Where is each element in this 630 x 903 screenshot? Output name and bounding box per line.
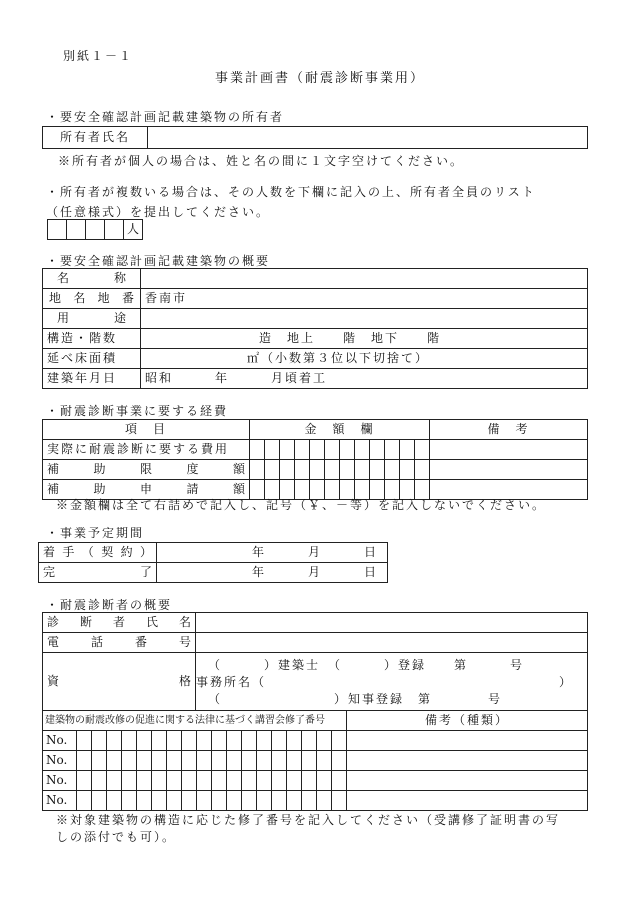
diagnostician-phone-field[interactable]: [196, 633, 588, 653]
building-structure-field[interactable]: 造 地上 階 地下 階: [141, 329, 588, 349]
amount-digit-cell[interactable]: [280, 460, 295, 480]
amount-digit-cell[interactable]: [385, 460, 400, 480]
cost-col-amount: 金 額 欄: [250, 420, 430, 440]
schedule-label-end: 完 了: [39, 563, 157, 583]
building-label-name: 名 称: [43, 269, 141, 289]
course-note-line2: しの添付でも可）。: [56, 830, 177, 844]
schedule-heading: ・事業予定期間: [46, 526, 145, 540]
amount-digit-cell[interactable]: [355, 440, 370, 460]
amount-digit-cell[interactable]: [385, 440, 400, 460]
building-label-structure: 構造・階数: [43, 329, 141, 349]
owner-count-table: [47, 219, 143, 240]
diagnostician-heading: ・耐震診断者の概要: [46, 598, 173, 612]
amount-digit-cell[interactable]: [325, 440, 340, 460]
amount-digit-cell[interactable]: [250, 440, 265, 460]
office-name-open: 事務所名（: [196, 674, 267, 689]
owner-name-label: 所有者氏名: [43, 127, 148, 149]
amount-digit-cell[interactable]: [310, 460, 325, 480]
cost-remarks-field[interactable]: [430, 440, 588, 460]
cost-note: ※金額欄は全て右詰めで記入し、記号（￥、－等）を記入しないでください。: [56, 498, 547, 512]
amount-digit-cell[interactable]: [265, 440, 280, 460]
owner-name-field[interactable]: [148, 127, 588, 149]
course-remarks-header: 備考（種類）: [347, 711, 588, 731]
amount-digit-cell[interactable]: [355, 460, 370, 480]
owner-heading: ・要安全確認計画記載建築物の所有者: [46, 110, 285, 124]
diagnostician-label-name: 診断者氏名: [43, 613, 196, 633]
amount-digit-cell[interactable]: [265, 460, 280, 480]
course-no-label: No.: [43, 771, 77, 791]
amount-digit-cell[interactable]: [400, 460, 415, 480]
page-title: 事業計画書（耐震診断事業用）: [215, 71, 426, 86]
building-label-built-date: 建築年月日: [43, 369, 141, 389]
amount-digit-cell[interactable]: [415, 460, 430, 480]
amount-digit-cell[interactable]: [295, 440, 310, 460]
amount-digit-cell[interactable]: [370, 460, 385, 480]
course-note-line1: ※対象建築物の構造に応じた修了番号を記入してください（受講修了証明書の写: [56, 813, 561, 827]
building-address-field[interactable]: 香南市: [141, 289, 588, 309]
multi-owner-note-line1: ・所有者が複数いる場合は、その人数を下欄に記入の上、所有者全員のリスト: [46, 185, 536, 199]
building-floor-area-field[interactable]: ㎡（小数第３位以下切捨て）: [141, 349, 588, 369]
building-label-use: 用 途: [43, 309, 141, 329]
attachment-label: 別紙１－１: [63, 49, 134, 63]
cost-remarks-field[interactable]: [430, 460, 588, 480]
multi-owner-note-line2: （任意様式）を提出してください。: [46, 205, 271, 219]
building-heading: ・要安全確認計画記載建築物の概要: [46, 254, 271, 268]
building-table: [42, 268, 588, 389]
course-remarks-field[interactable]: [347, 771, 588, 791]
schedule-start-field[interactable]: 年 月 日: [157, 543, 388, 563]
schedule-label-start: 着手（契約）: [39, 543, 157, 563]
qualification-line2[interactable]: [196, 674, 587, 691]
amount-digit-cell[interactable]: [310, 440, 325, 460]
owner-count-digit[interactable]: [48, 220, 67, 240]
building-label-floor-area: 延べ床面積: [43, 349, 141, 369]
course-remarks-field[interactable]: [347, 731, 588, 751]
office-name-close: ）: [558, 674, 573, 689]
building-name-field[interactable]: [141, 269, 588, 289]
schedule-end-field[interactable]: 年 月 日: [157, 563, 388, 583]
cost-col-remarks: 備 考: [430, 420, 588, 440]
owner-count-digit[interactable]: [67, 220, 86, 240]
diagnostician-table: [42, 612, 588, 711]
cost-table: [42, 419, 588, 500]
qualification-line1[interactable]: （ ）建築士 （ ）登録 第 号: [208, 657, 525, 672]
course-no-label: No.: [43, 791, 77, 811]
cost-heading: ・耐震診断事業に要する経費: [46, 404, 229, 418]
amount-digit-cell[interactable]: [250, 460, 265, 480]
diagnostician-label-qualification: 資格: [43, 653, 196, 711]
amount-digit-cell[interactable]: [340, 460, 355, 480]
course-no-label: No.: [43, 751, 77, 771]
owner-table: [42, 126, 588, 149]
owner-note: ※所有者が個人の場合は、姓と名の間に１文字空けてください。: [58, 154, 465, 168]
course-no-label: No.: [43, 731, 77, 751]
building-label-address: 地名地番: [43, 289, 141, 309]
amount-digit-cell[interactable]: [325, 460, 340, 480]
owner-count-digit[interactable]: [105, 220, 124, 240]
diagnostician-name-field[interactable]: [196, 613, 588, 633]
course-remarks-field[interactable]: [347, 751, 588, 771]
cost-label-request: 補助申請額: [43, 480, 250, 500]
qualification-line3[interactable]: （ ）知事登録 第 号: [208, 691, 503, 706]
amount-digit-cell[interactable]: [415, 440, 430, 460]
owner-count-digit[interactable]: [86, 220, 105, 240]
building-built-date-field[interactable]: 昭和 年 月頃着工: [141, 369, 588, 389]
amount-digit-cell[interactable]: [340, 440, 355, 460]
amount-digit-cell[interactable]: [280, 440, 295, 460]
cost-col-item: 項 目: [43, 420, 250, 440]
cost-label-limit: 補助限度額: [43, 460, 250, 480]
amount-digit-cell[interactable]: [400, 440, 415, 460]
owner-count-unit: 人: [124, 220, 143, 240]
building-use-field[interactable]: [141, 309, 588, 329]
amount-digit-cell[interactable]: [370, 440, 385, 460]
cost-label-actual: 実際に耐震診断に要する費用: [43, 440, 250, 460]
schedule-table: [38, 542, 388, 583]
amount-digit-cell[interactable]: [295, 460, 310, 480]
course-number-header: 建築物の耐震改修の促進に関する法律に基づく講習会修了番号: [43, 711, 347, 731]
course-remarks-field[interactable]: [347, 791, 588, 811]
course-table: [42, 710, 588, 811]
diagnostician-label-phone: 電話番号: [43, 633, 196, 653]
